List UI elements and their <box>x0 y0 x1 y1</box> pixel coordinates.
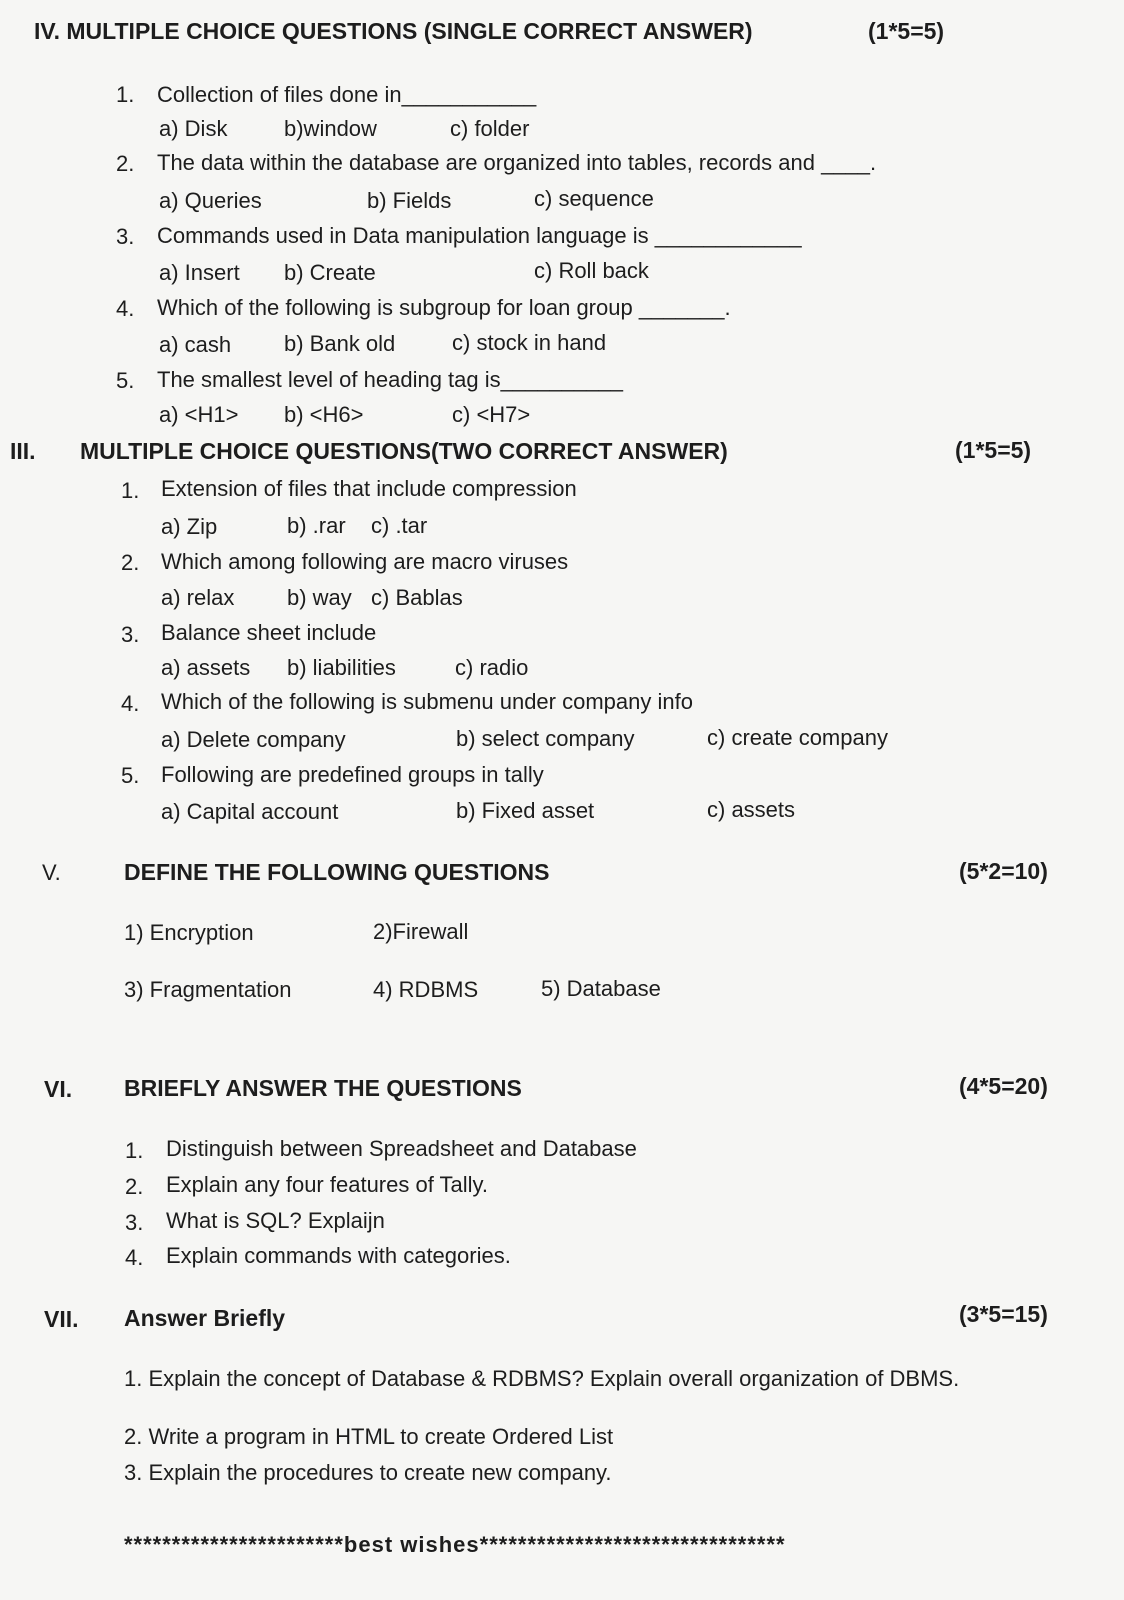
question-number: 4. <box>116 296 135 321</box>
option-a: a) assets <box>161 655 251 680</box>
section-v-heading: DEFINE THE FOLLOWING QUESTIONS <box>124 859 550 885</box>
answer-item: 1. Explain the concept of Database & RDBMS? Explain overall organization of DBMS. <box>124 1366 960 1391</box>
section-iii-roman: III. <box>10 438 36 464</box>
option-b: b) select company <box>456 726 635 751</box>
define-item: 2)Firewall <box>373 919 469 944</box>
define-item: 5) Database <box>541 976 661 1001</box>
option-c: c) <H7> <box>452 402 531 427</box>
answer-item: 2. Write a program in HTML to create Ordered List <box>124 1424 614 1449</box>
option-b: b) Create <box>284 260 376 285</box>
question-number: 3. <box>121 622 140 647</box>
question-number: 5. <box>121 763 140 788</box>
question-text: Which among following are macro viruses <box>161 549 569 574</box>
define-item: 4) RDBMS <box>373 977 479 1002</box>
option-c: c) folder <box>450 116 530 141</box>
answer-item: 3. Explain the procedures to create new company. <box>124 1460 612 1485</box>
option-b: b) Fixed asset <box>456 798 595 823</box>
section-iv-marks: (1*5=5) <box>868 18 945 44</box>
option-c: c) radio <box>455 655 529 680</box>
question-text: Collection of files done in___________ <box>157 82 537 107</box>
question-number: 2. <box>121 550 140 575</box>
question-text: Explain any four features of Tally. <box>166 1172 489 1197</box>
option-b: b) way <box>287 585 352 610</box>
section-v-marks: (5*2=10) <box>959 858 1048 884</box>
question-text: What is SQL? Explaijn <box>166 1208 385 1233</box>
option-c: c) .tar <box>371 513 428 538</box>
section-vi-marks: (4*5=20) <box>959 1073 1048 1099</box>
section-vii-heading: Answer Briefly <box>124 1305 286 1331</box>
question-number: 4. <box>121 691 140 716</box>
option-a: a) Queries <box>159 188 262 213</box>
question-number: 1. <box>125 1138 144 1163</box>
define-item: 1) Encryption <box>124 920 254 945</box>
option-c: c) assets <box>707 797 796 822</box>
section-vi-roman: VI. <box>44 1076 73 1102</box>
define-item: 3) Fragmentation <box>124 977 292 1002</box>
option-c: c) Roll back <box>534 258 649 283</box>
option-b: b) Fields <box>367 188 452 213</box>
question-text: Which of the following is subgroup for loan group _______. <box>157 295 731 320</box>
section-iv-heading: IV. MULTIPLE CHOICE QUESTIONS (SINGLE CORRECT ANSWER) <box>34 18 753 44</box>
section-vi-heading: BRIEFLY ANSWER THE QUESTIONS <box>124 1075 522 1101</box>
question-text: Balance sheet include <box>161 620 377 645</box>
option-b: b) Bank old <box>284 331 396 356</box>
question-text: Which of the following is submenu under company info <box>161 689 693 714</box>
question-number: 2. <box>125 1174 144 1199</box>
footer-best-wishes: ***********************best wishes******************************** <box>124 1532 786 1557</box>
question-number: 4. <box>125 1245 144 1270</box>
option-a: a) Delete company <box>161 727 346 752</box>
option-c: c) Bablas <box>371 585 463 610</box>
option-c: c) sequence <box>534 186 654 211</box>
option-a: a) Capital account <box>161 799 339 824</box>
question-number: 1. <box>116 82 135 107</box>
option-b: b) liabilities <box>287 655 396 680</box>
question-number: 2. <box>116 151 135 176</box>
option-b: b) <H6> <box>284 402 364 427</box>
section-v-roman: V. <box>42 860 61 885</box>
question-text: Distinguish between Spreadsheet and Database <box>166 1136 637 1161</box>
question-number: 5. <box>116 368 135 393</box>
question-number: 3. <box>125 1210 144 1235</box>
question-text: Explain commands with categories. <box>166 1243 511 1268</box>
option-a: a) <H1> <box>159 402 239 427</box>
section-iii-marks: (1*5=5) <box>955 437 1032 463</box>
option-a: a) cash <box>159 332 232 357</box>
option-b: b) .rar <box>287 513 346 538</box>
option-c: c) stock in hand <box>452 330 607 355</box>
question-text: Following are predefined groups in tally <box>161 762 544 787</box>
question-number: 3. <box>116 224 135 249</box>
question-number: 1. <box>121 478 140 503</box>
question-text: The smallest level of heading tag is__________ <box>157 367 623 392</box>
question-text: The data within the database are organized into tables, records and ____. <box>157 150 877 175</box>
option-b: b)window <box>284 116 377 141</box>
option-a: a) Insert <box>159 260 240 285</box>
question-text: Commands used in Data manipulation language is ____________ <box>157 223 802 248</box>
section-vii-roman: VII. <box>44 1306 79 1332</box>
question-text: Extension of files that include compression <box>161 476 577 501</box>
section-iii-heading: MULTIPLE CHOICE QUESTIONS(TWO CORRECT ANSWER) <box>80 438 728 464</box>
section-vii-marks: (3*5=15) <box>959 1301 1048 1327</box>
option-a: a) relax <box>161 585 235 610</box>
option-a: a) Zip <box>161 514 218 539</box>
option-c: c) create company <box>707 725 888 750</box>
option-a: a) Disk <box>159 116 228 141</box>
